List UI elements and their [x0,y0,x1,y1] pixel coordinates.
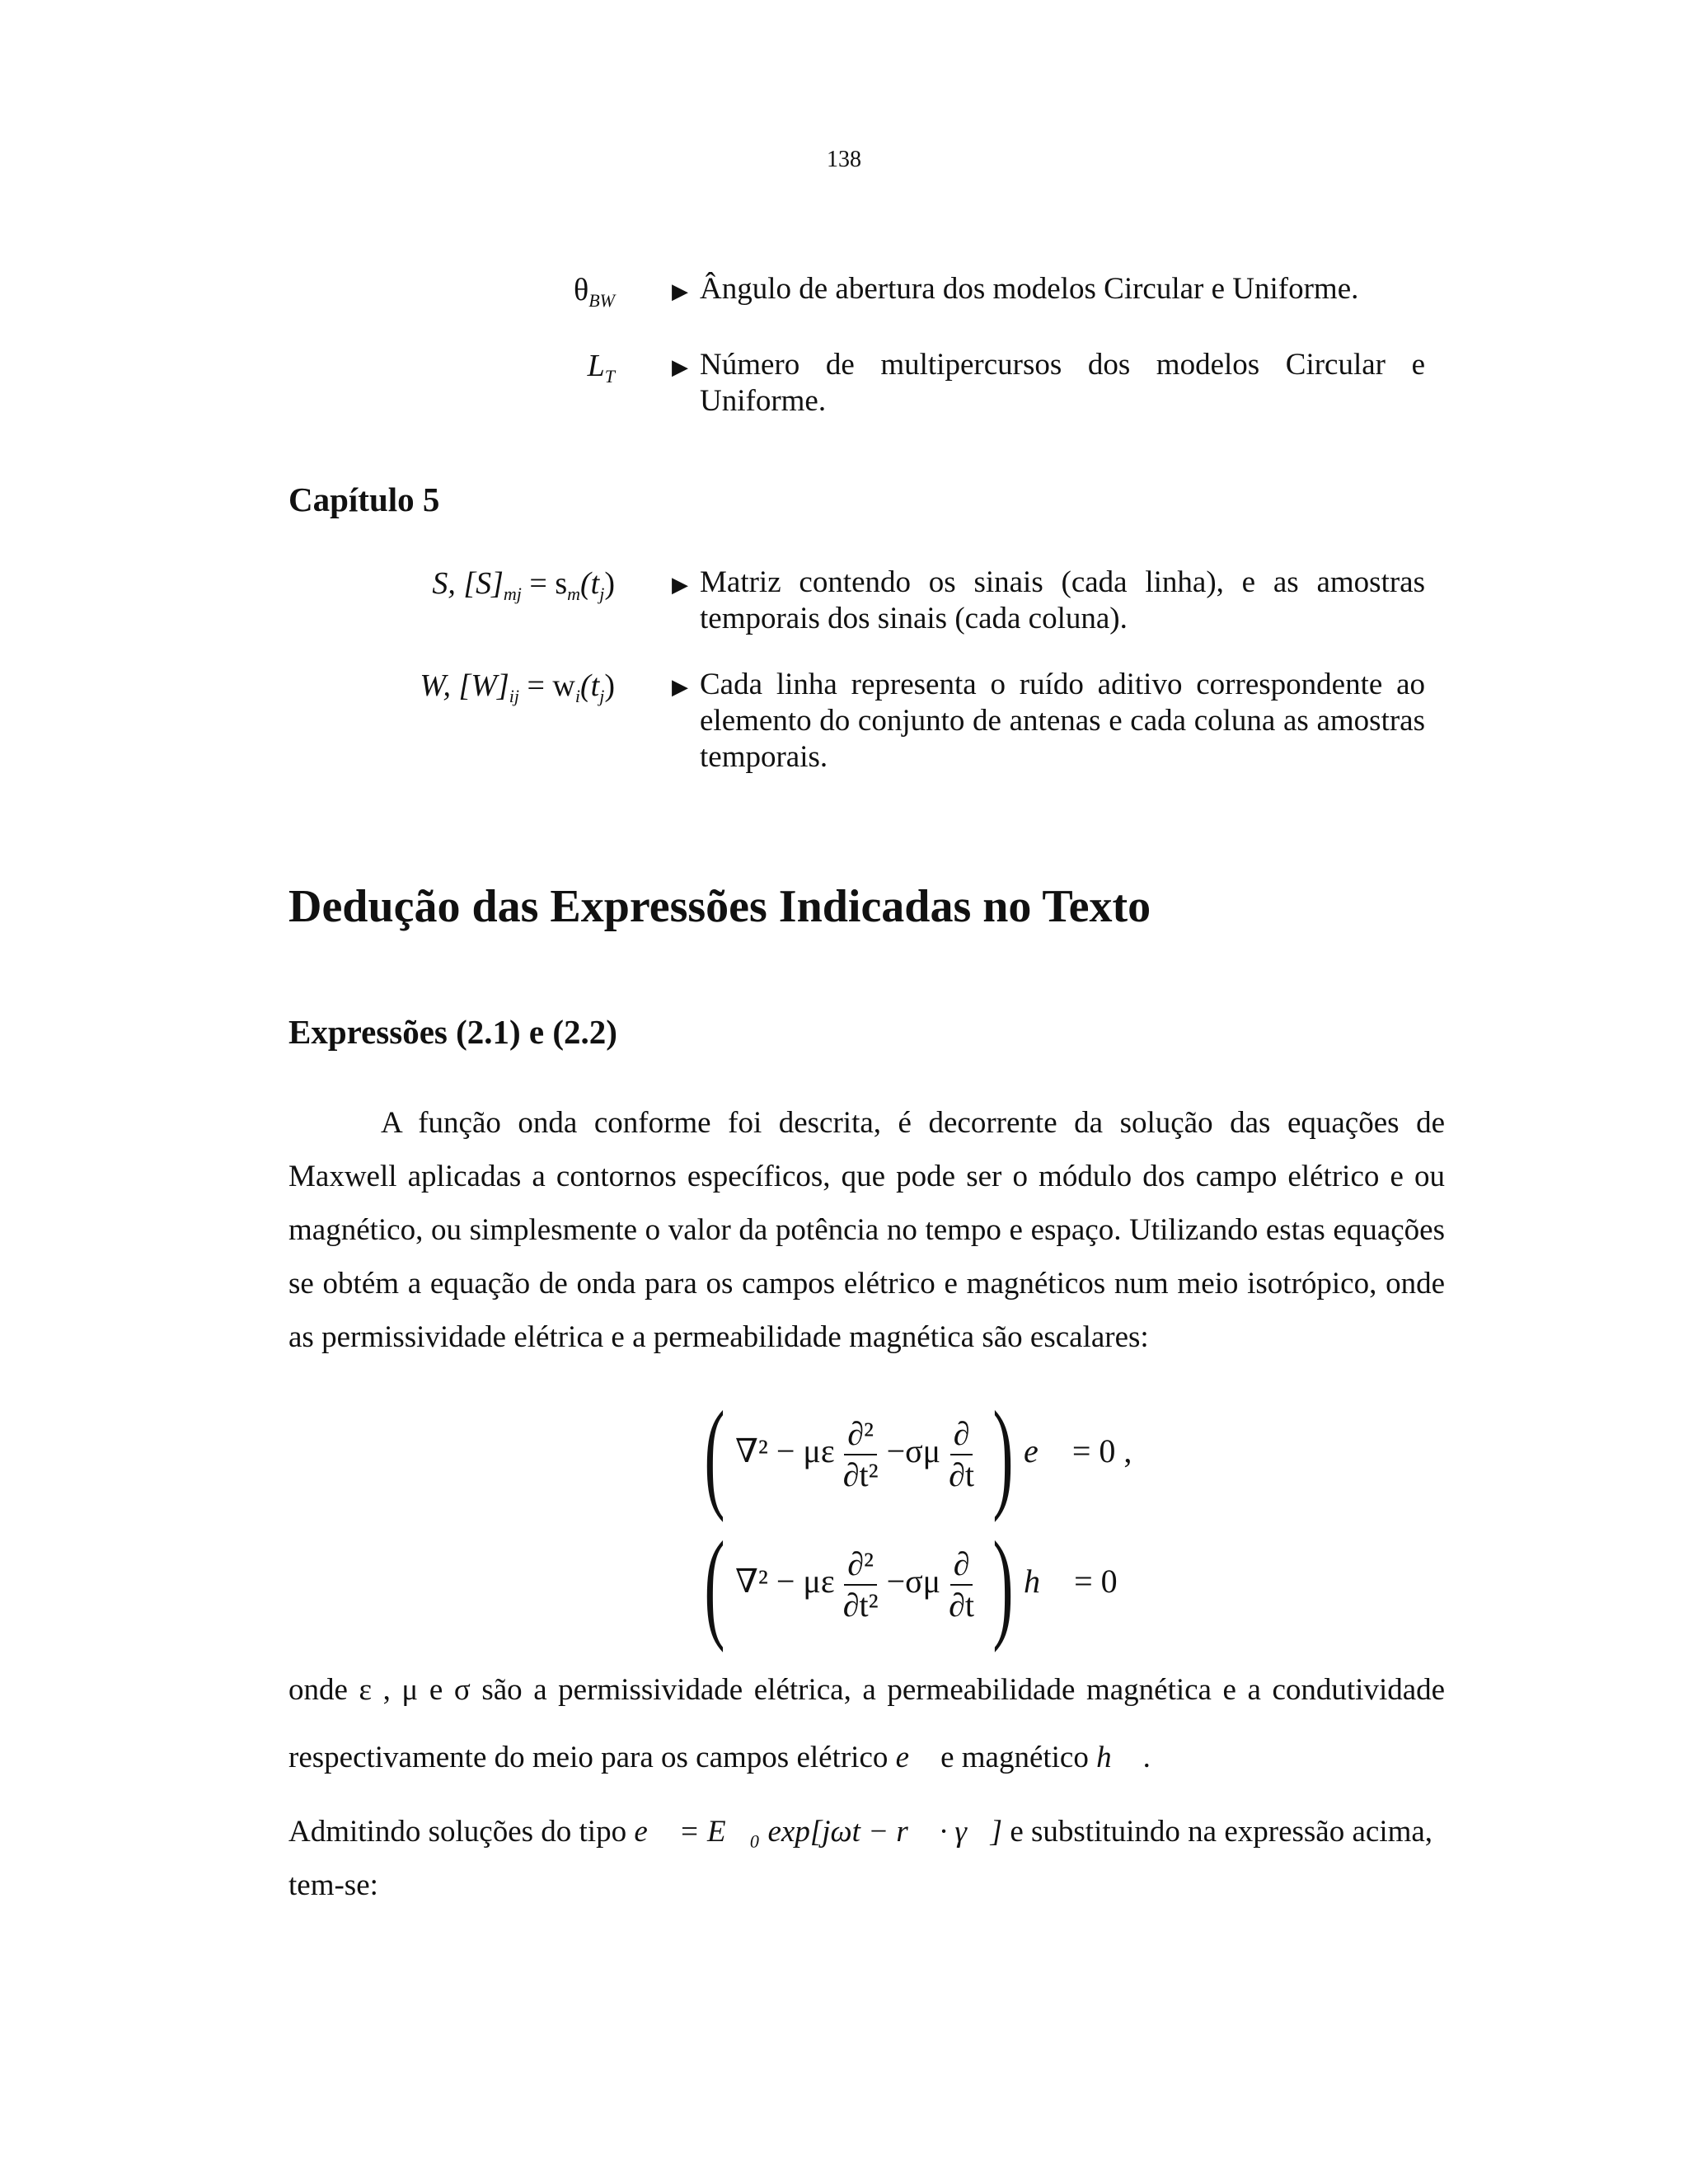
symbol-w-matrix: W, $[W]_{ij} = w_i(t_j)$ [420,668,615,706]
bullet-icon: ▶ [672,573,688,597]
symbol-description: Ângulo de abertura dos modelos Circular e Uniforme. [700,272,1359,306]
symbol-theta-bw: $\theta_{BW}$ [574,273,615,311]
subsection-heading: Expressões (2.1) e (2.2) [288,1013,617,1051]
page-number: 138 [827,147,861,172]
bullet-icon: ▶ [672,675,688,699]
bullet-icon: ▶ [672,355,688,379]
symbol-l-t: $L_T$ [587,349,615,387]
paragraph-solution: Admitindo soluções do tipo e⃗ = E⃗₀ exp[jωt − r⃗ · γ⃗] e substituindo na expressão acima, tem-se: [288,1815,1433,1902]
chapter-heading: Capítulo 5 [288,480,440,518]
equation-electric-wave: ( ∇² − με $\frac{\text{∂²}}{\text{∂t²}}$ −σμ $\frac{\partial}{\partial t}$ ) e⃗ = 0 , [704,1386,1132,1523]
symbol-s-matrix: S, $[S]_{mj} = s_m(t_j)$ [432,566,615,604]
bullet-icon: ▶ [672,279,688,303]
paragraph-variables: onde ε , μ e σ são a permissividade elétrica, a permeabilidade magnética e a condutividade respectivamente do meio para os campos elétrico e⃗ e magnético h⃗ . [288,1673,1446,1774]
symbol-description: Número de multipercursos dos modelos Circular e Uniforme. [700,348,1425,418]
symbol-description: Cada linha representa o ruído aditivo correspondente ao elemento do conjunto de antenas e cada coluna as amostras temporais. [700,668,1425,774]
symbol-description: Matriz contendo os sinais (cada linha), e as amostras temporais dos sinais (cada coluna). [700,565,1425,635]
equation-magnetic-wave: ( ∇² − με $\frac{\text{∂²}}{\text{∂t²}}$ −σμ $\frac{\partial}{\partial t}$ ) h⃗ = 0 [704,1516,1118,1653]
paragraph: A função onda conforme foi descrita, é decorrente da solução das equações de Maxwell aplicadas a contornos específicos, que pode ser o módulo dos campo elétrico e ou magnético, ou simplesmente o valor da potência no tempo e espaço. Utilizando estas equações se obtém a equação de onda para os campos elétrico e magnéticos num meio isotrópico, onde as permissividade elétrica e a permeabilidade magnética são escalares: [288,1106,1445,1354]
section-heading: Dedução das Expressões Indicadas no Texto [288,881,1151,932]
